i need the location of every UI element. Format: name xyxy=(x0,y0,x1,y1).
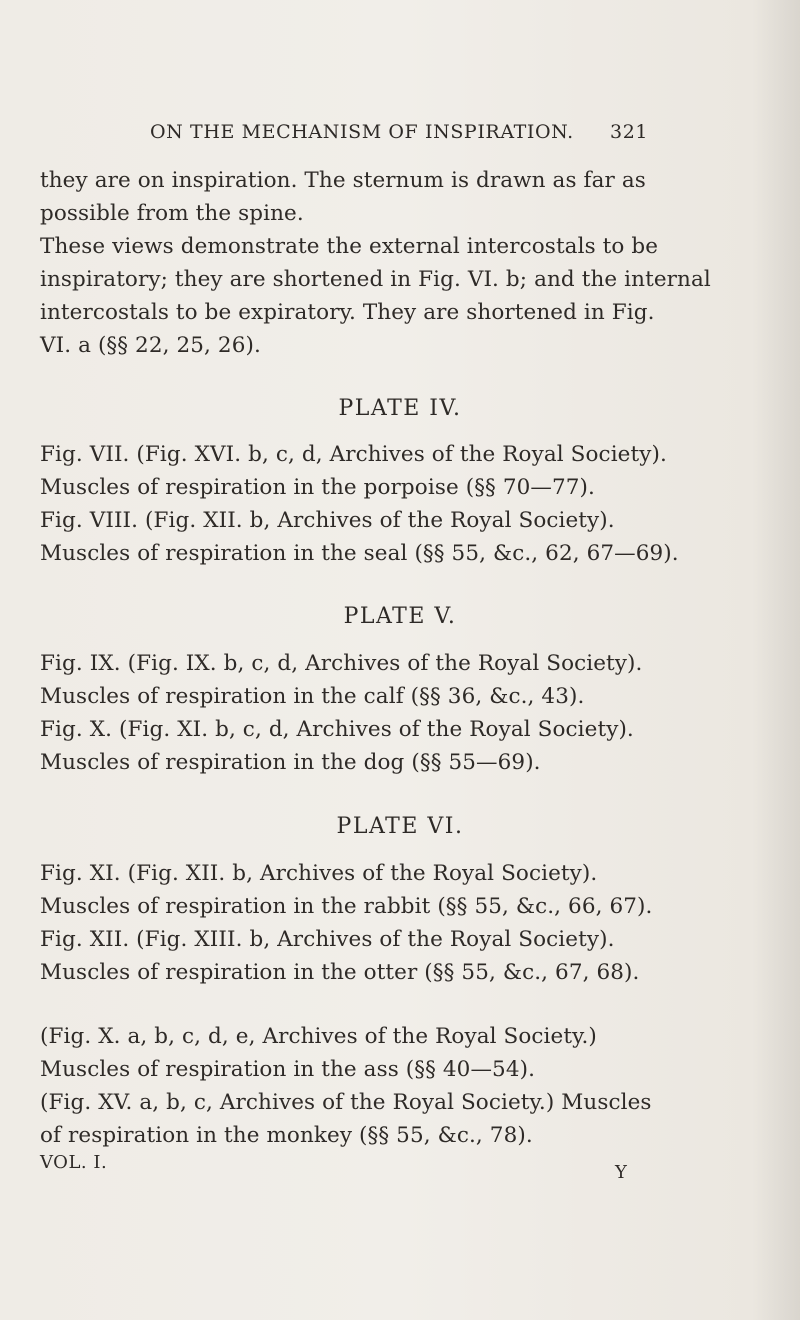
text-line: (Fig. XV. a, b, c, Archives of the Royal Society.) Muscles xyxy=(40,1090,652,1115)
text-line: Muscles of respiration in the seal (§§ 55, &c., 62, 67—69). xyxy=(40,541,679,566)
text-line: Muscles of respiration in the otter (§§ 55, &c., 67, 68). xyxy=(40,960,640,985)
text-line: Fig. VII. (Fig. XVI. b, c, d, Archives of the Royal Society). xyxy=(40,442,667,467)
text-line: Muscles of respiration in the porpoise (§§ 70—77). xyxy=(40,475,595,500)
text-line: of respiration in the monkey (§§ 55, &c., 78). xyxy=(40,1123,533,1148)
text-line: they are on inspiration. The sternum is drawn as far as xyxy=(40,168,646,193)
text-line: Fig. XII. (Fig. XIII. b, Archives of the Royal Society). xyxy=(40,927,615,952)
text-line: intercostals to be expiratory. They are shortened in Fig. xyxy=(40,300,655,325)
text-line: (Fig. X. a, b, c, d, e, Archives of the Royal Society.) xyxy=(40,1024,597,1049)
text-line: Fig. VIII. (Fig. XII. b, Archives of the Royal Society). xyxy=(40,508,615,533)
volume-mark: VOL. I. xyxy=(40,1152,108,1173)
text-line: These views demonstrate the external intercostals to be xyxy=(40,234,659,259)
signature-mark: Y xyxy=(615,1162,627,1183)
text-line: Muscles of respiration in the calf (§§ 36, &c., 43). xyxy=(40,684,585,709)
text-line: Fig. XI. (Fig. XII. b, Archives of the Royal Society). xyxy=(40,861,598,886)
text-line: VI. a (§§ 22, 25, 26). xyxy=(40,333,261,358)
plate-heading: PLATE VI. xyxy=(336,814,464,839)
text-line: Fig. X. (Fig. XI. b, c, d, Archives of the Royal Society). xyxy=(40,717,634,742)
text-line: inspiratory; they are shortened in Fig. VI. b; and the internal xyxy=(40,267,711,292)
text-line: Muscles of respiration in the rabbit (§§ 55, &c., 66, 67). xyxy=(40,894,653,919)
running-title: ON THE MECHANISM OF INSPIRATION. xyxy=(150,121,574,143)
text-line: possible from the spine. xyxy=(40,201,304,226)
page-number: 321 xyxy=(610,121,649,143)
text-line: Muscles of respiration in the dog (§§ 55—69). xyxy=(40,750,541,775)
text-line: Muscles of respiration in the ass (§§ 40—54). xyxy=(40,1057,536,1082)
plate-heading: PLATE V. xyxy=(343,604,457,629)
text-line: Fig. IX. (Fig. IX. b, c, d, Archives of the Royal Society). xyxy=(40,651,643,676)
plate-heading: PLATE IV. xyxy=(338,396,462,421)
